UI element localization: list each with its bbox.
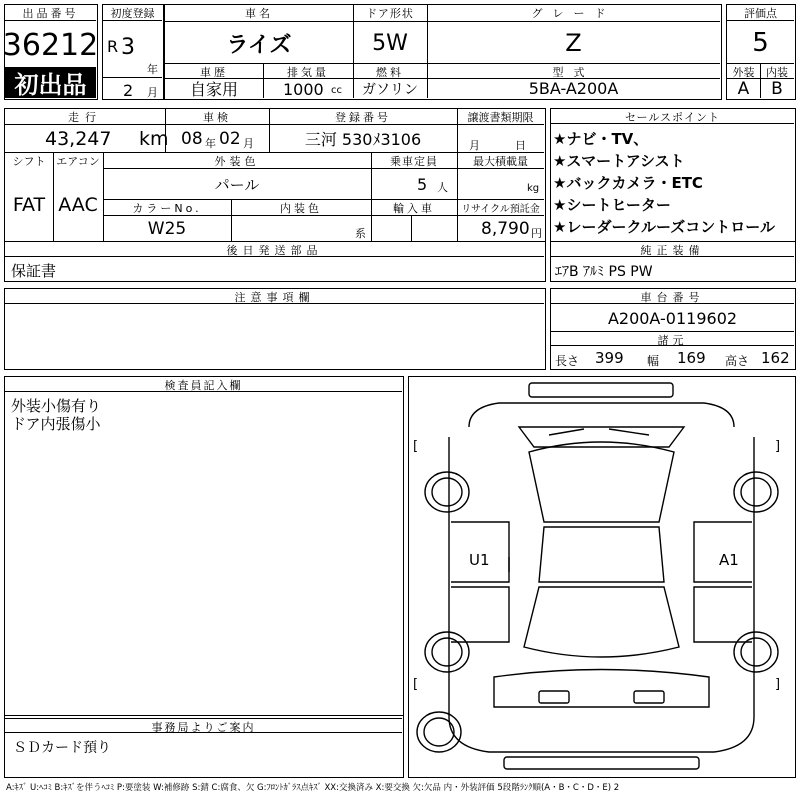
transfer-docs-month-unit: 月	[469, 139, 480, 152]
right-bracket-rear: ]	[775, 677, 781, 692]
imported-header: 輸入車	[393, 202, 435, 215]
model-code-header: 型式	[552, 66, 595, 79]
left-bracket-front: [	[413, 439, 419, 454]
sales-points-box	[550, 108, 796, 242]
ac-value: AAC	[58, 194, 98, 216]
height-value: 162	[761, 349, 790, 367]
transfer-docs-day-unit: 日	[515, 139, 526, 152]
mileage-header: 走行	[68, 111, 102, 124]
car-name-header: 車名	[245, 7, 273, 20]
door-type-value: 5W	[372, 30, 408, 56]
capacity-unit: 人	[437, 181, 448, 194]
right-door-damage-mark: A1	[719, 551, 739, 569]
sales-point-item: ★スマートアシスト	[553, 152, 685, 170]
lot-header: 出品番号	[5, 5, 96, 21]
specs-header: 諸元	[551, 331, 794, 346]
max-load-header: 最大積載量	[473, 155, 528, 168]
notes-box	[4, 288, 546, 370]
color-no-value: W25	[147, 218, 187, 239]
inspector-line: 外装小傷有り	[11, 397, 102, 415]
shift-value: FAT	[12, 194, 46, 216]
color-no-header: カラーNo.	[132, 202, 202, 215]
fuel-header: 燃料	[376, 66, 404, 79]
shift-header: シフト	[12, 155, 46, 168]
car-diagram-box	[408, 376, 796, 778]
score-header: 評価点	[727, 5, 794, 21]
grade-value: Z	[565, 29, 582, 57]
first-registration-era: R	[107, 37, 119, 56]
left-door-damage-mark: U1	[469, 551, 490, 569]
sales-points-header: セールスポイント	[551, 109, 794, 124]
door-type-header: ドア形状	[366, 7, 414, 20]
office-header: 事務局よりご案内	[5, 718, 402, 733]
inspection-month: 02	[219, 129, 241, 149]
transfer-docs-header: 譲渡書類期限	[467, 111, 534, 124]
inspection-year: 08	[181, 129, 203, 149]
first-registration-year: 3	[121, 35, 135, 60]
equipment-value: ｴｱB ｱﾙﾐ PS PW	[555, 264, 653, 280]
registration-header: 登録番号	[335, 111, 391, 124]
sales-point-item: ★バックカメラ・ETC	[553, 174, 703, 192]
notes-header: 注意事項欄	[5, 289, 544, 304]
capacity-value: 5	[417, 175, 428, 194]
top-middle-box	[164, 4, 722, 100]
width-label: 幅	[647, 354, 660, 368]
exterior-score: A	[737, 78, 750, 99]
lot-number: 36212	[2, 27, 99, 63]
capacity-header: 乗車定員	[390, 155, 438, 168]
sales-point-item: ★ナビ・TV、	[553, 130, 649, 148]
inspector-box	[4, 376, 404, 716]
chassis-header: 車台番号	[551, 289, 794, 304]
history-header: 車歴	[200, 66, 228, 79]
fuel-value: ガソリン	[362, 81, 418, 98]
height-label: 高さ	[725, 354, 750, 368]
width-value: 169	[677, 349, 706, 367]
later-parts-box	[4, 242, 546, 282]
later-parts-value: 保証書	[11, 262, 57, 280]
ac-header: エアコン	[56, 155, 100, 168]
displacement-unit: cc	[331, 85, 342, 96]
first-registration-month: 2	[123, 81, 134, 100]
equipment-header: 純正装備	[551, 242, 794, 257]
later-parts-header: 後日発送部品	[5, 242, 544, 257]
recycle-unit: 円	[531, 227, 542, 240]
first-registration-header: 初度登録	[103, 5, 162, 21]
right-bracket-front: ]	[775, 439, 781, 454]
car-name-value: ライズ	[226, 32, 292, 58]
length-label: 長さ	[555, 354, 580, 368]
inspection-header: 車検	[203, 111, 231, 124]
ext-color-value: パール	[214, 175, 260, 194]
grade-header: グレード	[531, 7, 616, 20]
chassis-value: A200A-0119602	[607, 308, 738, 328]
registration-value: 三河 530ﾒ3106	[304, 130, 422, 149]
first-registration-box	[102, 4, 164, 100]
inspection-year-unit: 年	[205, 137, 216, 150]
mileage-unit: km	[139, 128, 169, 150]
damage-code-legend: A:ｷｽﾞ U:ﾍｺﾐ B:ｷｽﾞを伴うﾍｺﾐ P:要塗装 W:補修跡 S:錆 C:腐食、欠 G:ﾌﾛﾝﾄｶﾞﾗｽ点ｷｽﾞ XX:交換済み X:要交換 欠:欠品 内・外装評価 5段階ﾗﾝｸ順(A・B・C・D・E) 2	[6, 783, 620, 793]
interior-header: 内装	[766, 66, 788, 79]
first-registration-year-unit: 年	[147, 63, 158, 76]
equipment-box	[550, 242, 796, 282]
score-box	[726, 4, 796, 100]
mileage-value: 43,247	[45, 128, 112, 150]
score-value: 5	[752, 28, 769, 58]
ext-color-header: 外装色	[214, 155, 260, 168]
first-registration-month-unit: 月	[147, 86, 158, 99]
recycle-header: リサイクル預託金	[461, 204, 540, 215]
sales-point-item: ★シートヒーター	[553, 196, 671, 214]
int-color-header: 内装色	[280, 202, 322, 215]
chassis-box	[550, 288, 796, 370]
office-value: ＳＤカード預り	[13, 740, 111, 756]
int-color-unit: 系	[355, 227, 366, 240]
displacement-header: 排気量	[287, 66, 329, 79]
sales-point-item: ★レーダークルーズコントロール	[553, 218, 775, 236]
length-value: 399	[595, 349, 624, 367]
interior-score: B	[771, 78, 783, 99]
max-load-unit: kg	[527, 183, 540, 194]
recycle-value: 8,790	[481, 219, 530, 239]
exterior-header: 外装	[732, 66, 755, 79]
office-box	[4, 716, 404, 778]
model-code-value: 5BA-A200A	[528, 79, 619, 98]
history-value: 自家用	[189, 80, 238, 99]
lot-box	[4, 4, 98, 100]
inspector-line: ドア内張傷小	[11, 415, 101, 433]
displacement-value: 1000	[283, 80, 324, 99]
first-listing-badge: 初出品	[5, 67, 96, 98]
left-bracket-rear: [	[413, 677, 419, 692]
inspector-header: 検査員記入欄	[5, 377, 402, 392]
info-block	[4, 108, 546, 242]
car-diagram	[409, 377, 794, 776]
inspection-month-unit: 月	[243, 137, 254, 150]
